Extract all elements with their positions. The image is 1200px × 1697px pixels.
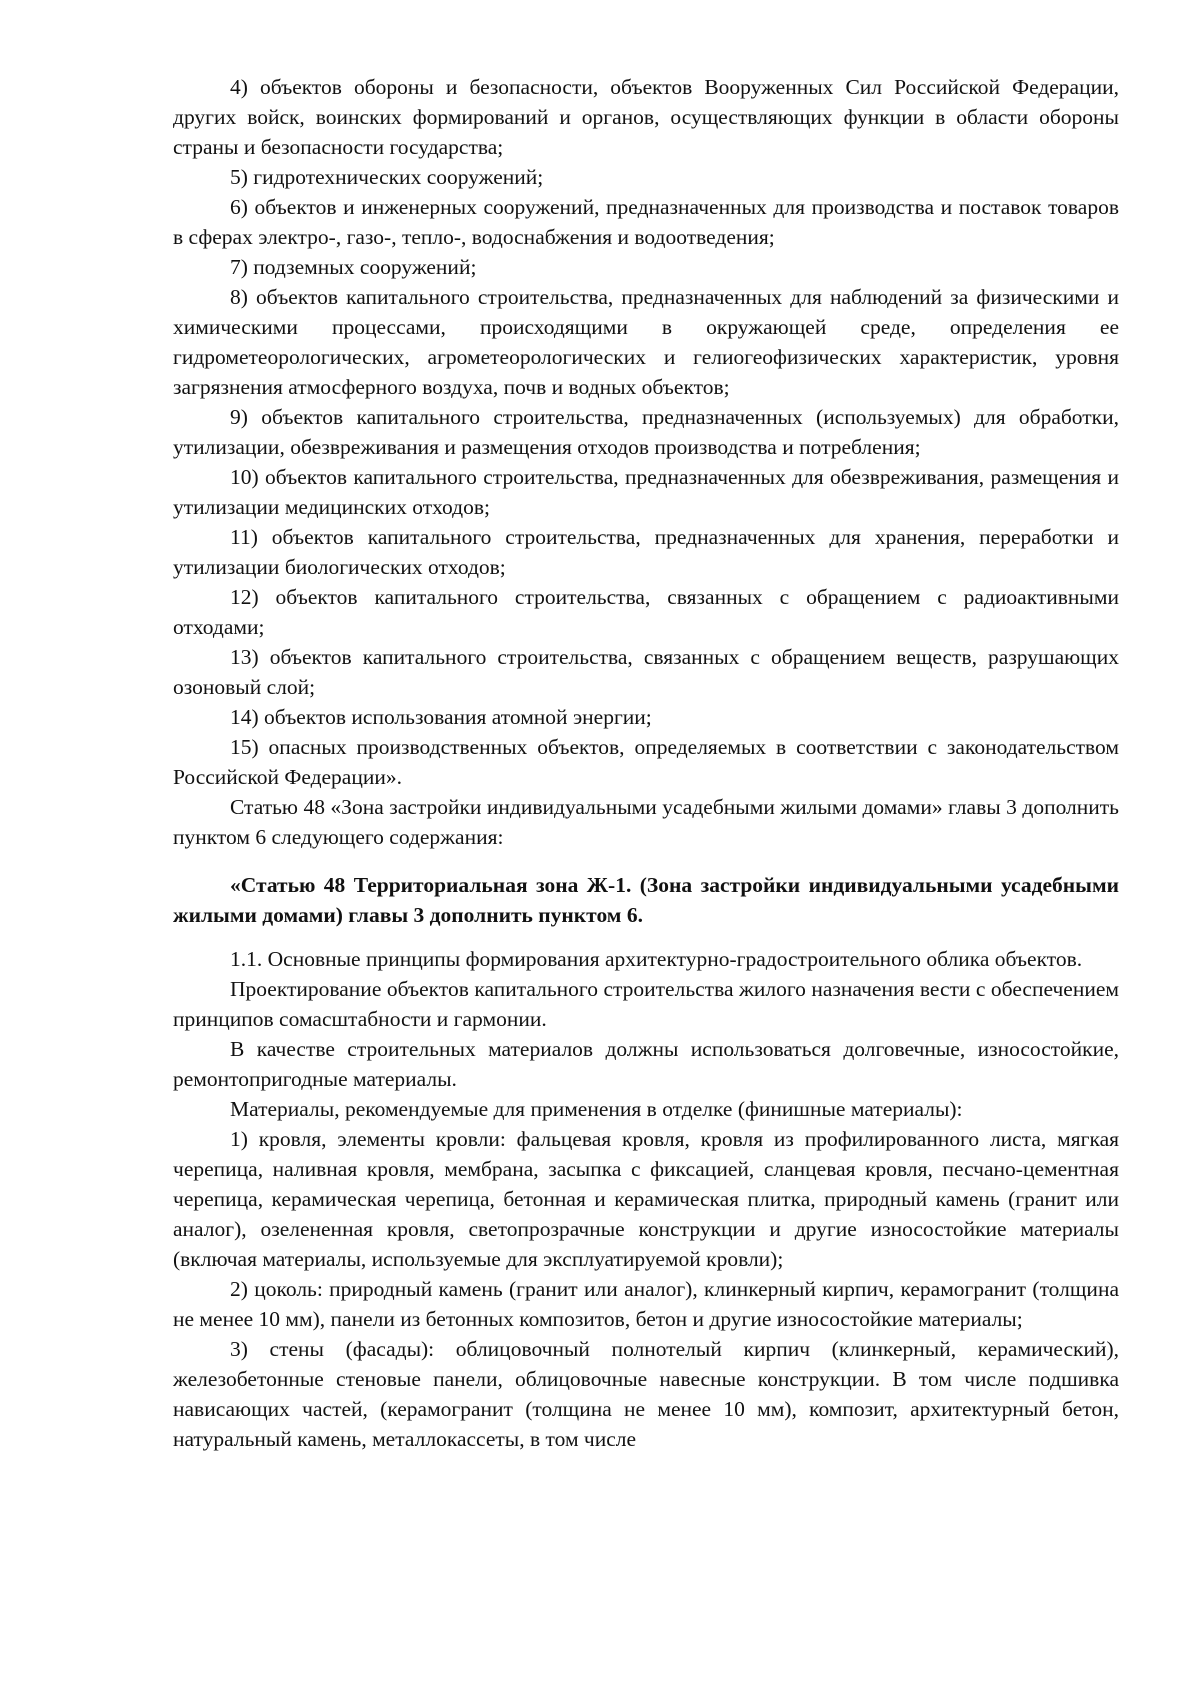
list-item-7: 7) подземных сооружений; — [230, 255, 477, 279]
list-item-11: 11) объектов капитального строительства, предназначенных для хранения, переработки и утилизации биологических отходов; — [173, 525, 1119, 579]
list-item-9: 9) объектов капитального строительства, предназначенных (используемых) для обработки, утилизации, обезвреживания и размещения отходов производства и потребления; — [173, 405, 1119, 459]
plinth-materials-item: 2) цоколь: природный камень (гранит или аналог), клинкерный кирпич, керамогранит (толщина не менее 10 мм), панели из бетонных композитов, бетон и другие износостойкие материалы; — [173, 1277, 1119, 1331]
list-item-12: 12) объектов капитального строительства, связанных с обращением с радиоактивными отходами; — [173, 585, 1119, 639]
list-item-5: 5) гидротехнических сооружений; — [230, 165, 544, 189]
principles-paragraph: 1.1. Основные принципы формирования архитектурно-градостроительного облика объектов. — [230, 947, 1083, 971]
walls-materials-item: 3) стены (фасады): облицовочный полнотелый кирпич (клинкерный, керамический), железобетонные стеновые панели, облицовочные навесные конструкции. В том числе подшивка нависающих частей, (керамогранит (толщина не менее 10 мм), композит, архитектурный бетон, натуральный камень, металлокассеты, в том числе — [173, 1337, 1119, 1451]
list-item-14: 14) объектов использования атомной энергии; — [230, 705, 652, 729]
materials-paragraph: В качестве строительных материалов должны использоваться долговечные, износостойкие, ремонтопригодные материалы. — [173, 1037, 1119, 1091]
list-item-6: 6) объектов и инженерных сооружений, предназначенных для производства и поставок товаров в сферах электро-, газо-, тепло-, водоснабжения и водоотведения; — [173, 195, 1119, 249]
roof-materials-item: 1) кровля, элементы кровли: фальцевая кровля, кровля из профилированного листа, мягкая черепица, наливная кровля, мембрана, засыпка с фиксацией, сланцевая кровля, песчано-цементная черепица, керамическая черепица, бетонная и керамическая плитка, природный камень (гранит или аналог), озелененная кровля, светопрозрачные конструкции и другие износостойкие материалы (включая материалы, используемые для эксплуатируемой кровли); — [173, 1127, 1119, 1271]
list-item-4: 4) объектов обороны и безопасности, объектов Вооруженных Сил Российской Федерации, других войск, воинских формирований и органов, осуществляющих функции в области обороны страны и безопасности государства; — [173, 75, 1119, 159]
list-item-10: 10) объектов капитального строительства, предназначенных для обезвреживания, размещения и утилизации медицинских отходов; — [173, 465, 1119, 519]
list-item-15: 15) опасных производственных объектов, определяемых в соответствии с законодательством Российской Федерации». — [173, 735, 1119, 789]
section-heading: «Статью 48 Территориальная зона Ж-1. (Зона застройки индивидуальными усадебными жилыми домами) главы 3 дополнить пунктом 6. — [173, 873, 1119, 927]
amendment-intro: Статью 48 «Зона застройки индивидуальными усадебными жилыми домами» главы 3 дополнить пунктом 6 следующего содержания: — [173, 795, 1119, 849]
list-item-13: 13) объектов капитального строительства, связанных с обращением веществ, разрушающих озоновый слой; — [173, 645, 1119, 699]
finish-materials-intro: Материалы, рекомендуемые для применения в отделке (финишные материалы): — [230, 1097, 963, 1121]
document-page — [173, 72, 1119, 1454]
list-item-8: 8) объектов капитального строительства, предназначенных для наблюдений за физическими и химическими процессами, происходящими в окружающей среде, определения ее гидрометеорологических, агрометеорологических и гелиогеофизических характеристик, уровня загрязнения атмосферного воздуха, почв и водных объектов; — [173, 285, 1119, 399]
design-paragraph: Проектирование объектов капитального строительства жилого назначения вести с обеспечением принципов сомасштабности и гармонии. — [173, 977, 1119, 1031]
